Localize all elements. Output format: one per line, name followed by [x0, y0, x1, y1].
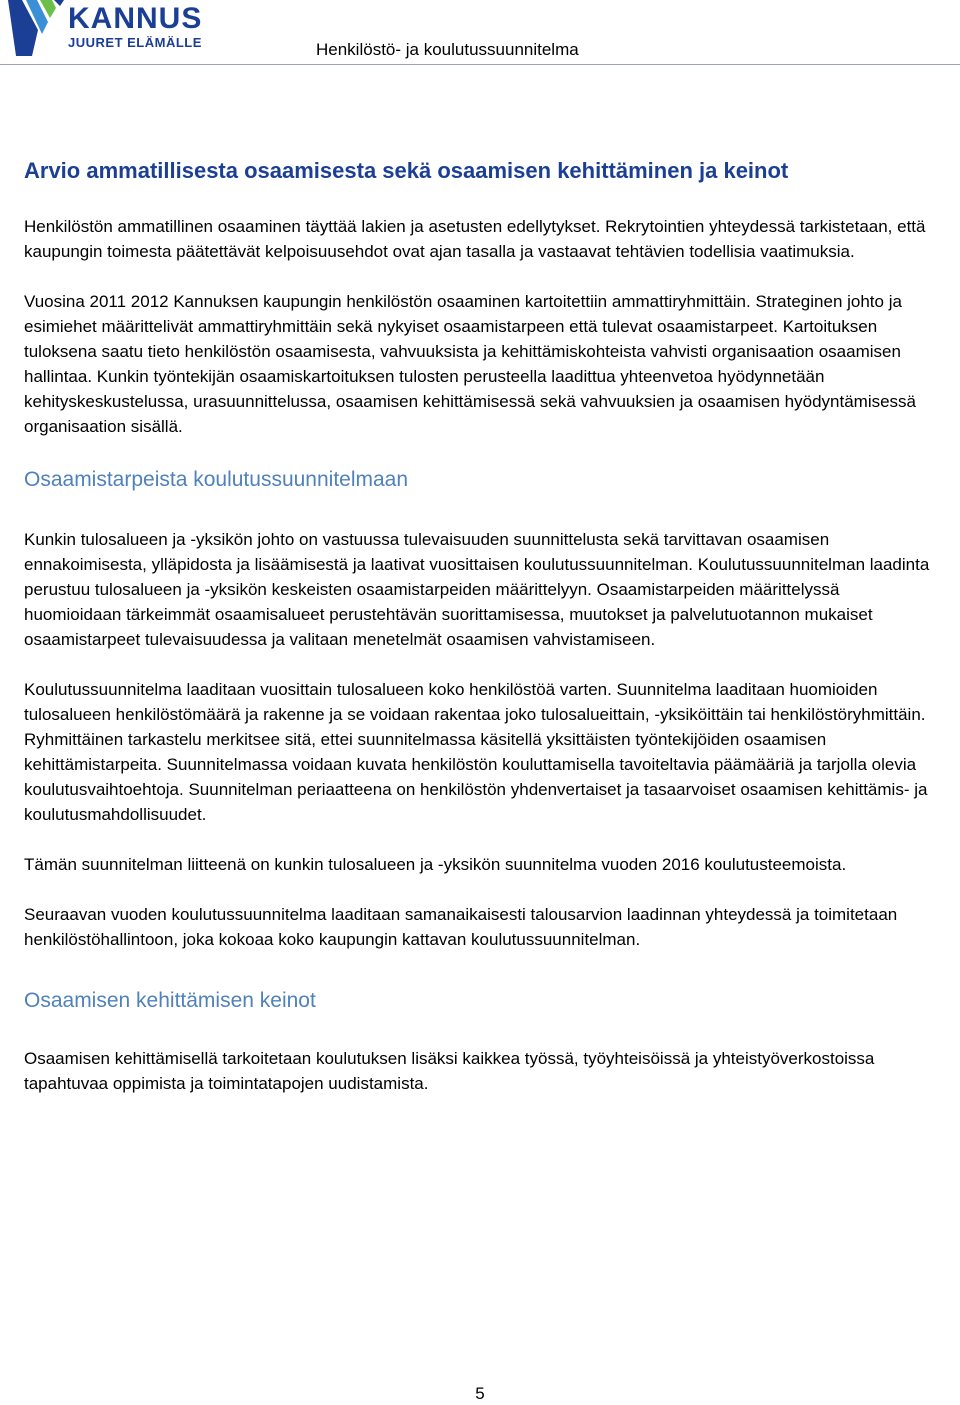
header-divider	[0, 64, 960, 65]
logo-wordmark: KANNUS	[68, 2, 203, 35]
main-heading: Arvio ammatillisesta osaamisesta sekä osaamisen kehittäminen ja keinot	[24, 158, 789, 183]
logo-tagline: JUURET ELÄMÄLLE	[68, 35, 202, 50]
paragraph-qualifications: Henkilöstön ammatillinen osaaminen täyttää lakien ja asetusten edellytykset. Rekrytointien yhteydessä tarkistetaan, että kaupungin toimesta päätettävät kelpoisuusehdot ovat ajan tasalla ja vastaavat tehtävien todellisia vaatimuksia.	[24, 217, 926, 261]
kannus-logo	[4, 0, 204, 60]
paragraph-next-year: Seuraavan vuoden koulutussuunnitelma laaditaan samanaikaisesti talousarvion laadinnan yhteydessä ja toimitetaan henkilöstöhallintoon, joka kokoaa koko kaupungin kattavan koulutussuunnitelman.	[24, 905, 898, 949]
paragraph-annual-plan: Koulutussuunnitelma laaditaan vuosittain tulosalueen koko henkilöstöä varten. Suunnitelma laaditaan huomioiden tulosalueen henkilöstömäärä ja rakenne ja se voidaan rakentaa joko tulosalueittain, -yksiköittäin tai henkilöstöryhmittäin. Ryhmittäinen tarkastelu merkitsee sitä, ettei suunnitelmassa käsitellä yksittäisten työntekijöiden osaamisen kehittämistarpeita. Suunnitelmassa voidaan kuvata henkilöstön kouluttamisella tavoiteltavia päämääriä ja tarjolla olevia koulutusvaihtoehtoja. Suunnitelman periaatteena on henkilöstön yhdenvertaiset ja tasaarvoiset osaamisen kehittämis- ja koulutusmahdollisuudet.	[24, 680, 928, 824]
document-title: Henkilöstö- ja koulutussuunnitelma	[316, 40, 579, 59]
paragraph-development-definition: Osaamisen kehittämisellä tarkoitetaan koulutuksen lisäksi kaikkea työssä, työyhteisöissä ja yhteistyöverkostoissa tapahtuvaa oppimista ja toimintatapojen uudistamista.	[24, 1049, 875, 1093]
kannus-logo-mark-icon	[4, 0, 68, 58]
heading-development-means: Osaamisen kehittämisen keinot	[24, 989, 316, 1012]
heading-training-plan: Osaamistarpeista koulutussuunnitelmaan	[24, 468, 409, 491]
paragraph-appendix: Tämän suunnitelman liitteenä on kunkin tulosalueen ja -yksikön suunnitelma vuoden 2016 koulutusteemoista.	[24, 855, 847, 874]
page-number: 5	[475, 1384, 485, 1403]
page-body	[24, 156, 940, 1096]
paragraph-unit-responsibility: Kunkin tulosalueen ja -yksikön johto on vastuussa tulevaisuuden suunnittelusta sekä tarvittavan osaamisen ennakoimisesta, ylläpidosta ja lisäämisestä ja laativat vuosittaisen koulutussuunnitelman. Koulutussuunnitelman laadinta perustuu tulosalueen ja -yksikön keskeisten osaamistarpeiden määrittelyyn. Osaamistarpeiden määrittelyssä huomioidaan tärkeimmät osaamisalueet perustehtävän suorittamisessa, muutokset ja palvelutuotannon mukaiset osaamistarpeet tulevaisuudessa ja valitaan menetelmät osaamisen vahvistamiseen.	[24, 530, 930, 649]
page-header	[0, 0, 960, 60]
paragraph-competence-mapping: Vuosina 2011 2012 Kannuksen kaupungin henkilöstön osaaminen kartoitettiin ammattiryhmittäin. Strateginen johto ja esimiehet määrittelivät ammattiryhmittäin sekä nykyiset osaamistarpeen että tulevat osaamistarpeet. Kartoituksen tuloksena saatu tieto henkilöstön osaamisesta, vahvuuksista ja kehittämiskohteista vahvisti organisaation osaamisen hallintaa. Kunkin työntekijän osaamiskartoituksen tulosten perusteella laadittua yhteenvetoa hyödynnetään kehityskeskustelussa, urasuunnittelussa, osaamisen kehittämisessä sekä vahvuuksien ja osaamisen hyödyntämisessä organisaation sisällä.	[24, 292, 917, 436]
